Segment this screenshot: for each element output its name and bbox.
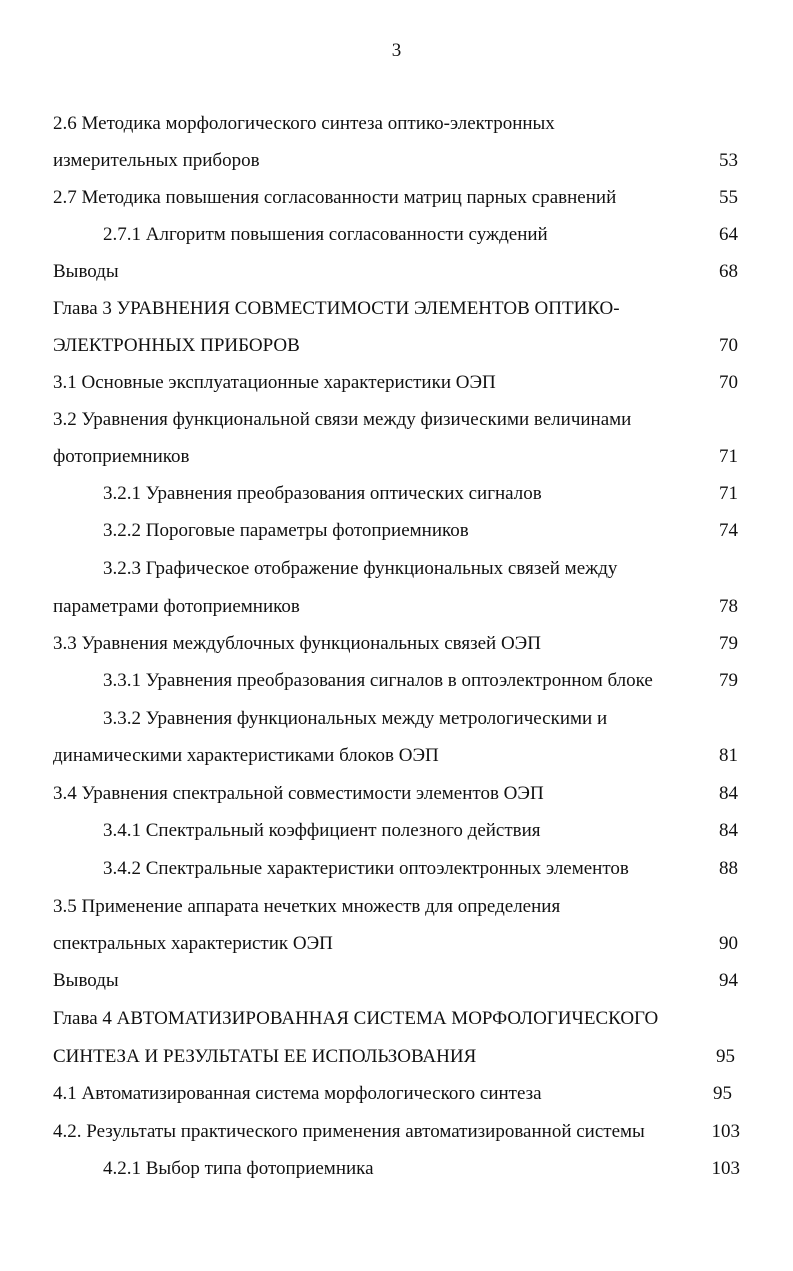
toc-entry-page: 70 [719,335,738,356]
toc-line [0,780,793,808]
toc-entry-text: параметрами фотоприемников [53,596,300,617]
toc-line [0,930,793,958]
toc-entry-page: 68 [719,261,738,282]
toc-entry-text: 3.4.2 Спектральные характеристики оптоэлектронных элементов [103,858,629,879]
toc-line [0,555,793,583]
toc-entry-text: 2.6 Методика морфологического синтеза оптико-электронных [53,113,555,134]
toc-entry-page: 64 [719,224,738,245]
toc-line [0,1043,793,1071]
toc-entry-page: 84 [719,783,738,804]
toc-entry-text: Глава 3 УРАВНЕНИЯ СОВМЕСТИМОСТИ ЭЛЕМЕНТОВ ОПТИКО- [53,298,620,319]
toc-entry-text: 3.3.2 Уравнения функциональных между метрологическими и [103,708,608,729]
toc-line [0,667,793,695]
toc-entry-text: 3.2.3 Графическое отображение функциональных связей между [103,558,618,579]
toc-line [0,893,793,921]
toc-line [0,705,793,733]
toc-entry-text: 3.2 Уравнения функциональной связи между физическими величинами [53,409,632,430]
toc-entry-text: Выводы [53,261,119,282]
toc-entry-text: Выводы [53,970,119,991]
toc-entry-page: 71 [719,446,738,467]
toc-entry-text: 2.7 Методика повышения согласованности матриц парных сравнений [53,187,617,208]
toc-entry-page: 79 [719,633,738,654]
toc-entry-text: спектральных характеристик ОЭП [53,933,333,954]
toc-entry-text: 3.4 Уравнения спектральной совместимости элементов ОЭП [53,783,544,804]
toc-entry-page: 74 [719,520,738,541]
toc-entry-text: 2.7.1 Алгоритм повышения согласованности суждений [103,224,548,245]
toc-entry-page: 90 [719,933,738,954]
toc-line [0,855,793,883]
toc-entry-text: 4.1 Автоматизированная система морфологического синтеза [53,1083,542,1104]
toc-entry-page: 84 [719,820,738,841]
toc-line [0,332,793,360]
toc-entry-text: СИНТЕЗА И РЕЗУЛЬТАТЫ ЕЕ ИСПОЛЬЗОВАНИЯ [53,1046,477,1067]
toc-entry-page: 55 [719,187,738,208]
toc-entry-page: 95 [713,1083,732,1104]
toc-entry-page: 103 [711,1158,740,1179]
toc-entry-text: Глава 4 АВТОМАТИЗИРОВАННАЯ СИСТЕМА МОРФОЛОГИЧЕСКОГО [53,1008,659,1029]
toc-entry-text: ЭЛЕКТРОННЫХ ПРИБОРОВ [53,335,300,356]
toc-entry-page: 71 [719,483,738,504]
toc-line [0,221,793,249]
toc-line [0,480,793,508]
toc-line [0,110,793,138]
toc-line [0,147,793,175]
toc-line [0,967,793,995]
toc-entry-text: 3.4.1 Спектральный коэффициент полезного действия [103,820,541,841]
toc-line [0,742,793,770]
toc-entry-text: 3.5 Применение аппарата нечетких множеств для определения [53,896,561,917]
toc-line [0,817,793,845]
toc-entry-page: 95 [716,1046,735,1067]
toc-line [0,517,793,545]
toc-entry-page: 103 [711,1121,740,1142]
toc-entry-text: 3.2.1 Уравнения преобразования оптических сигналов [103,483,542,504]
toc-line [0,443,793,471]
toc-entry-text: 4.2.1 Выбор типа фотоприемника [103,1158,374,1179]
toc-line [0,593,793,621]
toc-entry-text: 3.3.1 Уравнения преобразования сигналов в оптоэлектронном блоке [103,670,653,691]
toc-line [0,258,793,286]
toc-entry-text: 4.2. Результаты практического применения автоматизированной системы [53,1121,645,1142]
toc-entry-page: 53 [719,150,738,171]
toc-entry-page: 88 [719,858,738,879]
toc-entry-text: динамическими характеристиками блоков ОЭП [53,745,439,766]
toc-entry-page: 94 [719,970,738,991]
toc-line [0,1080,793,1108]
toc-line [0,1118,793,1146]
toc-entry-text: 3.1 Основные эксплуатационные характеристики ОЭП [53,372,496,393]
toc-entry-page: 81 [719,745,738,766]
toc-line [0,184,793,212]
toc-line [0,369,793,397]
toc-line [0,630,793,658]
toc-line [0,406,793,434]
toc-line [0,295,793,323]
toc-entry-text: фотоприемников [53,446,190,467]
page-number: 3 [391,40,402,61]
toc-entry-page: 79 [719,670,738,691]
toc-entry-text: 3.2.2 Пороговые параметры фотоприемников [103,520,469,541]
toc-entry-page: 78 [719,596,738,617]
toc-line [0,1005,793,1033]
toc-line [0,1155,793,1183]
toc-entry-page: 70 [719,372,738,393]
toc-entry-text: 3.3 Уравнения междублочных функциональных связей ОЭП [53,633,541,654]
toc-entry-text: измерительных приборов [53,150,260,171]
